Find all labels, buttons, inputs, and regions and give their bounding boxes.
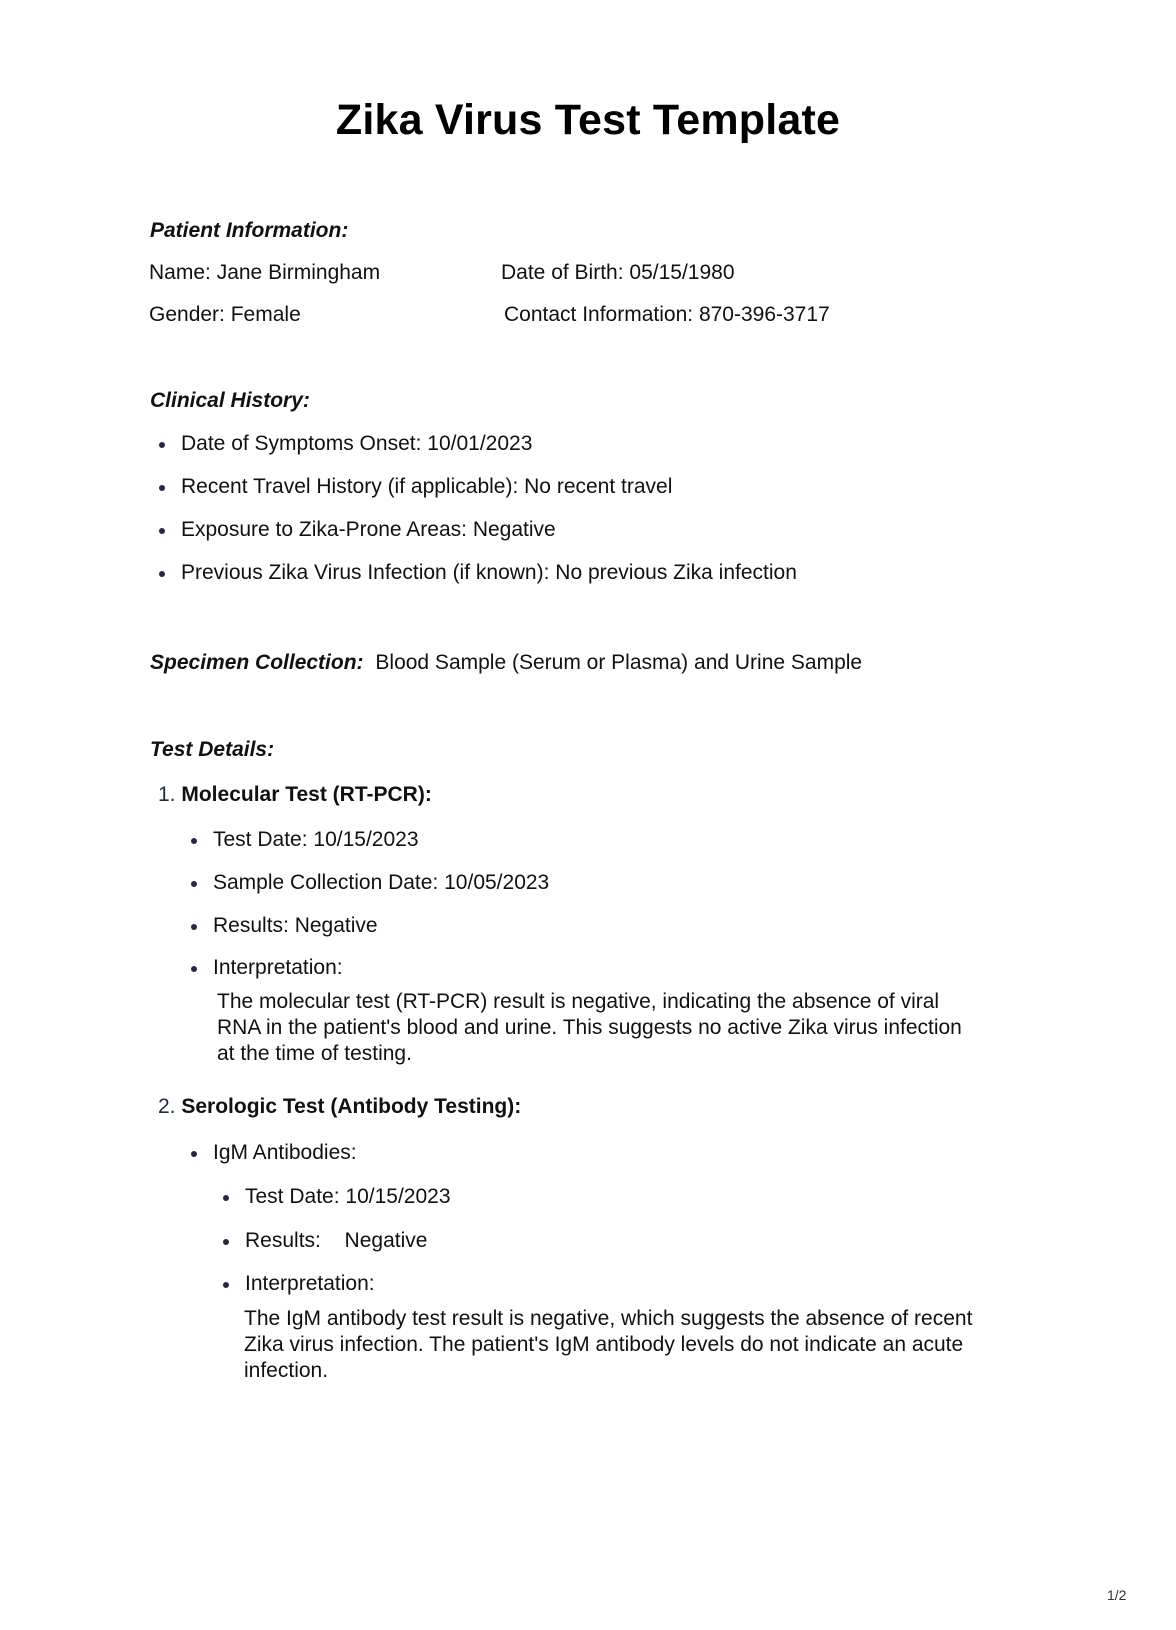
molecular-results-label: Results: [213,914,289,937]
molecular-results-value: Negative [294,914,378,937]
patient-information-heading: Patient Information: [150,219,349,242]
clinical-history-item-label: Recent Travel History (if applicable): [181,475,519,498]
patient-gender-label: Gender: [149,303,225,326]
molecular-interpretation-label: Interpretation: [213,956,343,979]
patient-gender [149,302,301,328]
clinical-history-item-value: Negative [472,518,556,541]
patient-contact-label: Contact Information: [504,303,694,326]
serologic-interpretation-label: Interpretation: [245,1272,375,1295]
molecular-sample-date [213,870,549,896]
specimen-collection [150,650,862,676]
serologic-results [245,1228,427,1254]
page-title: Zika Virus Test Template [335,96,841,144]
clinical-history-item-label: Previous Zika Virus Infection (if known): [181,561,550,584]
specimen-collection-heading: Specimen Collection: [150,651,364,674]
list-number: 1. [158,783,176,806]
patient-name-label: Name: [149,261,211,284]
molecular-results [213,913,378,939]
serologic-test-title [158,1094,521,1120]
clinical-history-item [181,431,532,457]
clinical-history-heading: Clinical History: [150,389,310,412]
list-number: 2. [158,1095,176,1118]
patient-dob-value: 05/15/1980 [629,261,735,284]
patient-contact-value: 870-396-3717 [698,303,830,326]
serologic-results-label: Results: [245,1229,321,1252]
serologic-test-date [245,1184,451,1210]
clinical-history-item-value: 10/01/2023 [427,432,533,455]
clinical-history-item-value: No previous Zika infection [555,561,797,584]
clinical-history-item [181,517,556,543]
molecular-test-date-value: 10/15/2023 [313,828,419,851]
clinical-history-item-value: No recent travel [524,475,673,498]
molecular-test-date [213,827,419,853]
molecular-test-heading: Molecular Test (RT-PCR): [181,783,432,806]
molecular-test-date-label: Test Date: [213,828,308,851]
patient-contact [504,302,830,328]
patient-name [149,260,380,286]
patient-dob-label: Date of Birth: [501,261,624,284]
serologic-interpretation-text: The IgM antibody test result is negative, which suggests the absence of recent Zika virus infection. The patient's IgM antibody levels do not indicate an acute infection. [244,1307,973,1382]
molecular-sample-date-value: 10/05/2023 [444,871,550,894]
clinical-history-item [181,560,797,586]
serologic-results-value: Negative [344,1229,428,1252]
test-details-heading: Test Details: [150,738,275,761]
molecular-test-title [158,782,432,808]
specimen-collection-value: Blood Sample (Serum or Plasma) and Urine Sample [375,651,863,674]
clinical-history-item [181,474,672,500]
serologic-test-date-label: Test Date: [245,1185,340,1208]
patient-name-value: Jane Birmingham [216,261,381,284]
serologic-test-heading: Serologic Test (Antibody Testing): [181,1095,522,1118]
patient-gender-value: Female [230,303,301,326]
clinical-history-item-label: Date of Symptoms Onset: [181,432,422,455]
serologic-test-date-value: 10/15/2023 [345,1185,451,1208]
molecular-interpretation-text: The molecular test (RT-PCR) result is negative, indicating the absence of viral RNA in the patient's blood and urine. This suggests no active Zika virus infection at the time of testing. [217,990,962,1065]
molecular-sample-date-label: Sample Collection Date: [213,871,439,894]
serologic-igm-label: IgM Antibodies: [213,1141,357,1164]
patient-dob [501,260,735,286]
page-number: 1/2 [1107,1587,1127,1603]
clinical-history-item-label: Exposure to Zika-Prone Areas: [181,518,467,541]
